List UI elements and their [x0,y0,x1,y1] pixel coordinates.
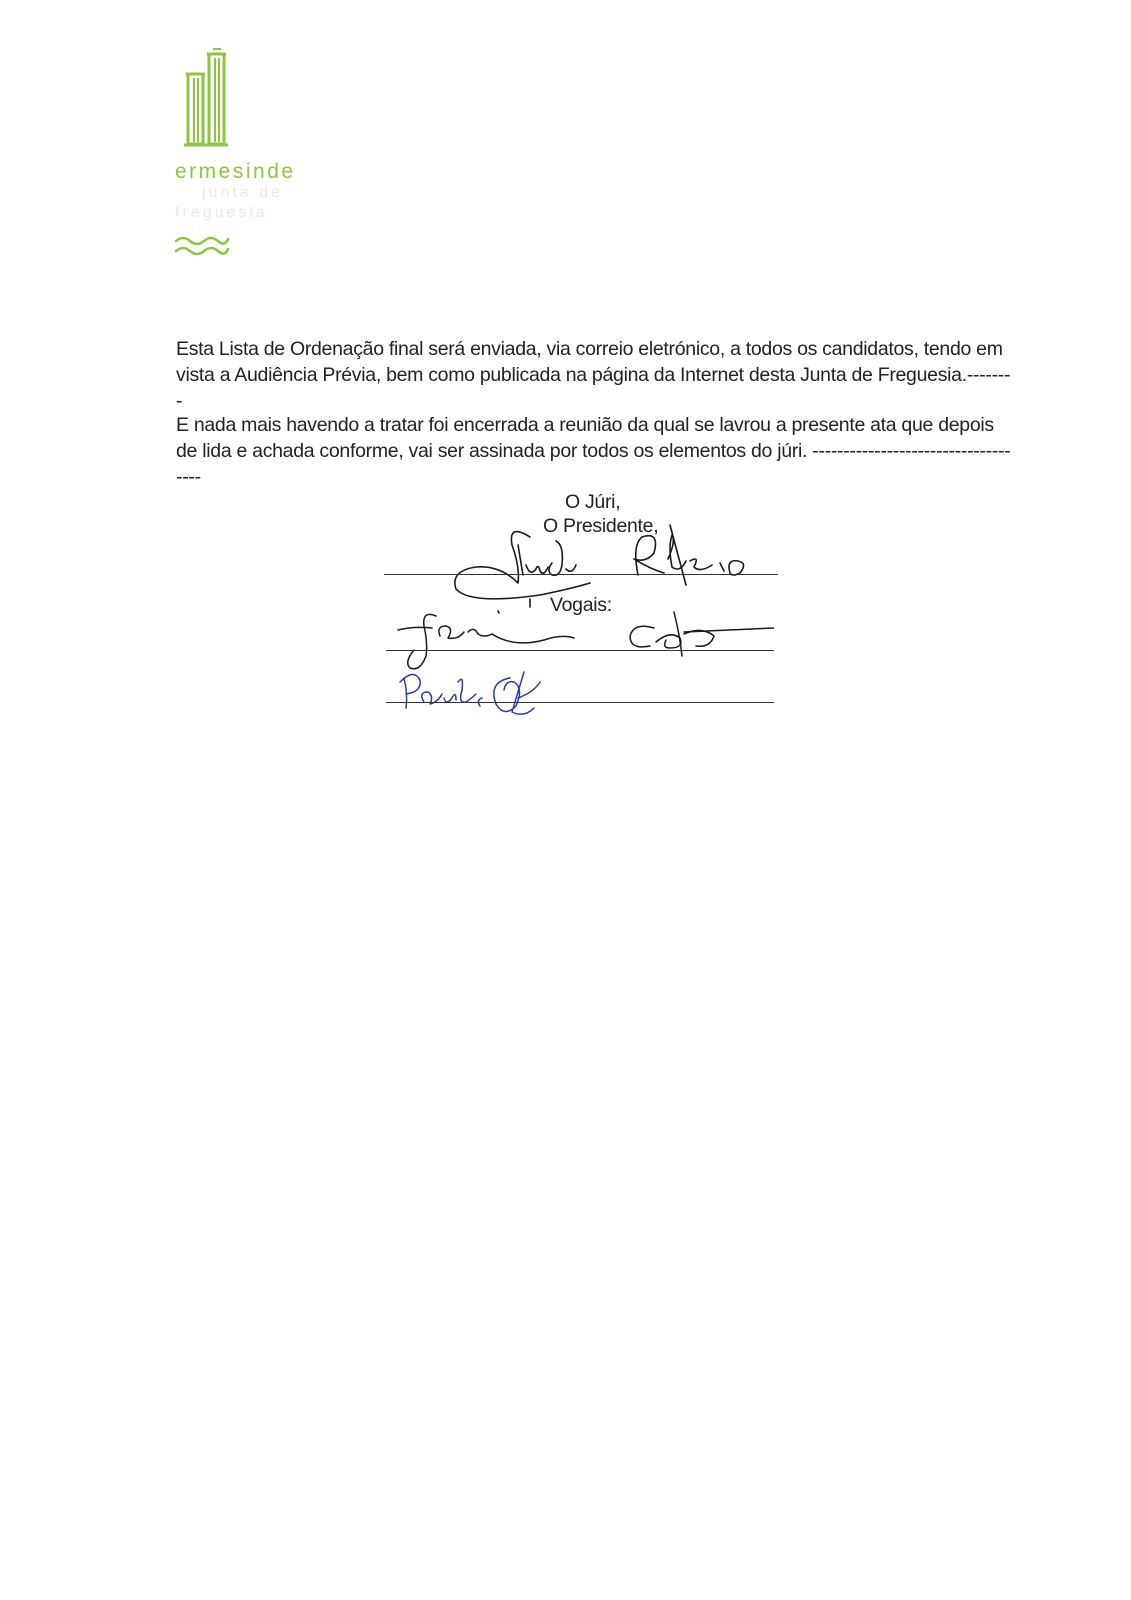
closing-paragraph-list: Esta Lista de Ordenação final será enviada, via correio eletrónico, a todos os candidatos, tendo em vista a Audiência Prévia, bem como publicada na página da Internet desta Junta de Freguesia.-------- [176,338,1011,412]
ermesinde-logo [168,48,308,268]
logo-subtitle: junta de [202,184,283,201]
jury-label: O Júri, [565,491,621,513]
president-signature-line [384,574,778,575]
member-2-signature-line [386,702,774,703]
closing-paragraph-meeting: E nada mais havendo a tratar foi encerrada a reunião da qual se lavrou a presente ata que depois de lida e achada conforme, vai ser assinada por todos os elementos do júri. ------------------------------------ [176,414,1011,488]
waves-icon [174,234,230,258]
member-2-signature [384,662,554,722]
members-label: Vogais: [550,594,612,616]
logo-name: ermesinde [175,160,296,183]
logo-subtitle: freguesia [175,204,268,221]
president-label: O Presidente, [543,515,659,537]
member-1-signature-line [386,650,774,651]
columns-icon [178,48,228,148]
